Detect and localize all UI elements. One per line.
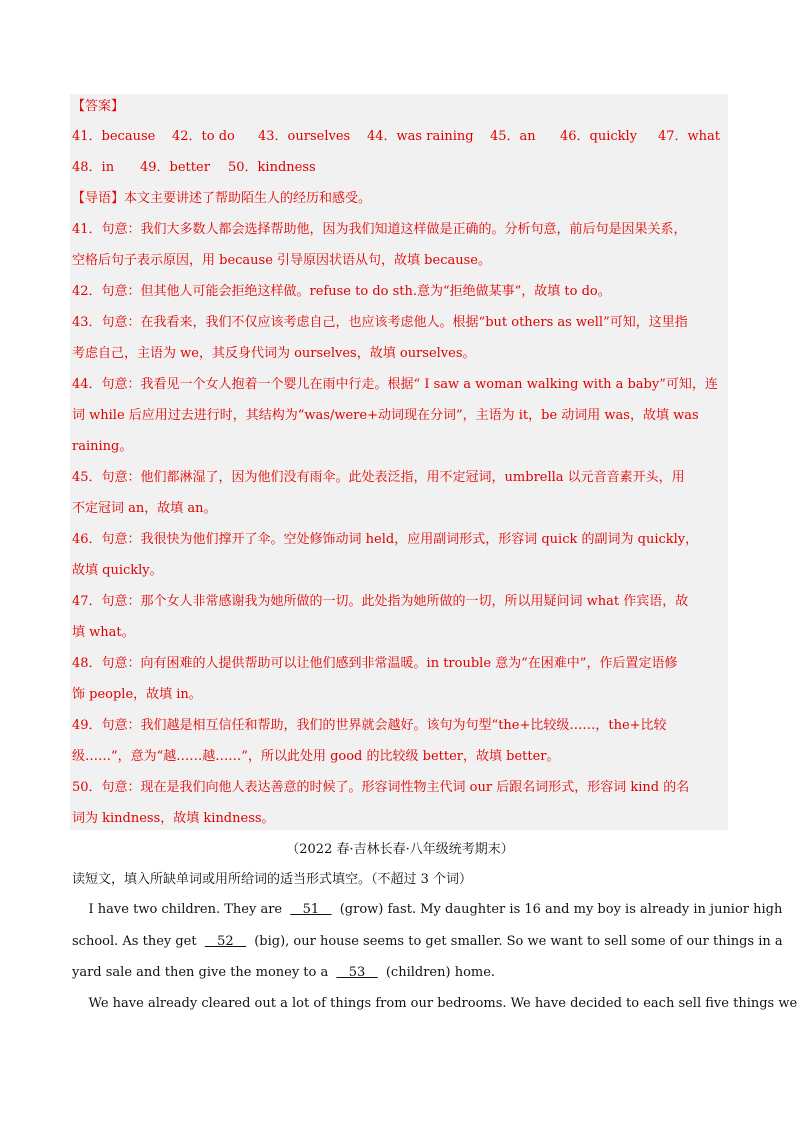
explanation-line: 46．句意：我很快为他们撑开了伞。空处修饰动词 held，应用副词形式，形容词 quick 的副词为 quickly， [72,532,699,547]
explanation-line: 饰 people，故填 in。 [72,687,202,702]
guide-text: 【导语】本文主要讲述了帮助陌生人的经历和感受。 [72,191,372,206]
passage-line: school. As they get 52 (big), our house seems to get smaller. So we want to sell some of our things in a [72,932,783,952]
answer-item: 42．to do [172,129,235,144]
explanation-line: 47．句意：那个女人非常感谢我为她所做的一切。此处指为她所做的一切，所以用疑问词 what 作宾语，故 [72,594,689,609]
question-source: （2022 春·吉林长春·八年级统考期末） [286,842,514,857]
answer-item: 43．ourselves [258,129,351,144]
explanation-line: 空格后句子表示原因，用 because 引导原因状语从句，故填 because。 [72,253,491,268]
explanation-line: 级……”，意为“越……越……”，所以此处用 good 的比较级 better，故填 better。 [72,749,560,764]
explanation-line: 41．句意：我们大多数人都会选择帮助他，因为我们知道这样做是正确的。分析句意，前后句是因果关系， [72,222,687,237]
answer-item: 48．in [72,160,115,175]
explanation-line: 考虑自己，主语为 we，其反身代词为 ourselves，故填 ourselves。 [72,346,476,361]
answer-item: 45．an [490,129,536,144]
blank-52: 52 [204,934,247,949]
explanation-line: 44．句意：我看见一个女人抱着一个婴儿在雨中行走。根据“ I saw a woman walking with a baby”可知，连 [72,377,718,392]
explanation-line: raining。 [72,439,133,454]
instruction-text: 读短文，填入所缺单词或用所给词的适当形式填空。（不超过 3 个词） [72,872,473,887]
explanation-line: 词 while 后应用过去进行时，其结构为“was/were+动词现在分词”，主语为 it，be 动词用 was，故填 was [72,408,699,423]
explanation-line: 50．句意：现在是我们向他人表达善意的时候了。形容词性物主代词 our 后跟名词形式，形容词 kind 的名 [72,780,690,795]
answer-item: 46．quickly [560,129,638,144]
answer-item: 50．kindness [228,160,316,175]
answer-item: 47．what [658,129,721,144]
answer-header: 【答案】 [72,99,125,114]
explanation-line: 故填 quickly。 [72,563,163,578]
passage-line: We have already cleared out a lot of things from our bedrooms. We have decided to each sell five things we [72,996,798,1011]
answer-item: 41．because [72,129,156,144]
explanation-line: 词为 kindness，故填 kindness。 [72,811,275,826]
answer-item: 49．better [140,160,210,175]
blank-53: 53 [336,965,378,980]
passage-line: yard sale and then give the money to a 53 (children) home. [72,963,495,983]
explanation-line: 49．句意：我们越是相互信任和帮助，我们的世界就会越好。该句为句型“the+比较级……，the+比较 [72,718,667,733]
explanation-line: 43．句意：在我看来，我们不仅应该考虑自己，也应该考虑他人。根据“but others as well”可知，这里指 [72,315,688,330]
answer-item: 44．was raining [367,129,474,144]
explanation-line: 45．句意：他们都淋湿了，因为他们没有雨伞。此处表泛指，用不定冠词，umbrella 以元音音素开头，用 [72,470,685,485]
explanation-line: 不定冠词 an，故填 an。 [72,501,217,516]
explanation-line: 48．句意：向有困难的人提供帮助可以让他们感到非常温暖。in trouble 意为“在困难中”，作后置定语修 [72,656,678,671]
explanation-line: 填 what。 [72,625,135,640]
explanation-line: 42．句意：但其他人可能会拒绝这样做。refuse to do sth.意为“拒绝做某事”，故填 to do。 [72,284,611,299]
blank-51: 51 [290,902,332,917]
passage-line: I have two children. They are 51 (grow) fast. My daughter is 16 and my boy is already in junior high [72,900,782,920]
